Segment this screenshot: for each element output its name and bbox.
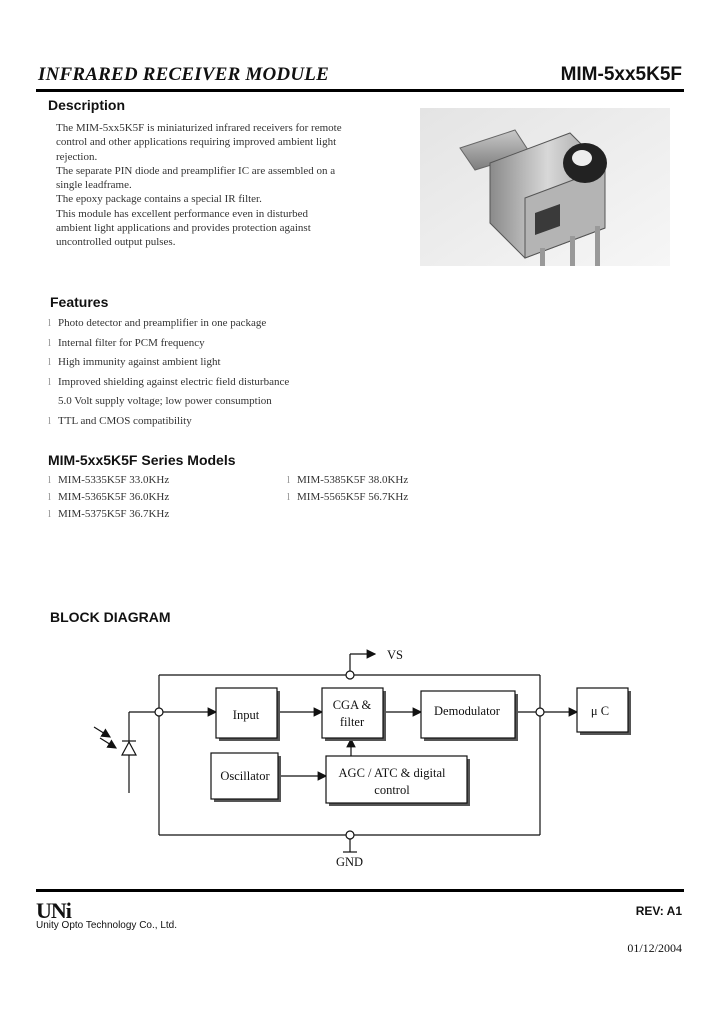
gnd-label: GND <box>336 855 364 869</box>
part-number: MIM-5xx5K5F <box>560 64 682 85</box>
cga-filter-block <box>322 688 383 738</box>
model-text: MIM-5365K5F 36.0KHz <box>58 491 170 503</box>
model-text: MIM-5385K5F 38.0KHz <box>297 474 409 486</box>
input-label: Input <box>232 708 260 722</box>
document-date: 01/12/2004 <box>627 941 682 955</box>
uc-label: μ C <box>590 704 610 718</box>
input-node <box>155 708 163 716</box>
cga-label-2: filter <box>339 715 365 729</box>
cga-label-1: CGA & <box>332 698 372 712</box>
vs-label: VS <box>387 648 403 662</box>
agc-label-1: AGC / ATC & digital <box>338 766 446 780</box>
agc-label-2: control <box>374 783 410 797</box>
photodiode-icon <box>94 727 136 755</box>
description-heading: Description <box>48 97 126 113</box>
bullet-icon: l <box>48 356 52 368</box>
revision: REV: A1 <box>635 904 682 918</box>
bullet-icon: l <box>48 474 52 486</box>
feature-text: Photo detector and preamplifier in one package <box>58 317 267 329</box>
model-text: MIM-5335K5F 33.0KHz <box>58 474 170 486</box>
bullet-icon: l <box>48 491 52 503</box>
feature-text: 5.0 Volt supply voltage; low power consumption <box>58 395 272 407</box>
company-name: Unity Opto Technology Co., Ltd. <box>36 920 178 931</box>
company-logo: UNi <box>36 898 71 923</box>
feature-text: High immunity against ambient light <box>58 356 221 368</box>
bullet-icon: l <box>48 508 52 520</box>
bullet-icon: l <box>48 317 52 329</box>
bullet-icon: l <box>287 474 291 486</box>
feature-text: Internal filter for PCM frequency <box>58 336 205 349</box>
block-diagram-heading: BLOCK DIAGRAM <box>50 609 171 625</box>
description-paragraph: The epoxy package contains a special IR filter. <box>56 193 262 206</box>
description-paragraph: The separate PIN diode and preamplifier IC are assembled on a single leadframe. <box>56 164 336 192</box>
vs-node <box>346 671 354 679</box>
gnd-node <box>346 831 354 839</box>
description-paragraph: This module has excellent performance even in disturbed ambient light applications and provides protection against uncontrolled output pulses. <box>56 207 311 249</box>
feature-text: Improved shielding against electric field disturbance <box>58 375 290 388</box>
demodulator-label: Demodulator <box>434 704 500 718</box>
output-node <box>536 708 544 716</box>
document-title: INFRARED RECEIVER MODULE <box>38 64 329 85</box>
footer-rule <box>36 889 684 892</box>
oscillator-label: Oscillator <box>220 769 270 783</box>
model-text: MIM-5375K5F 36.7KHz <box>58 508 170 520</box>
features-heading: Features <box>50 294 109 310</box>
feature-text: TTL and CMOS compatibility <box>58 414 192 427</box>
bullet-icon: l <box>287 491 291 503</box>
bullet-icon: l <box>48 414 52 427</box>
bullet-icon: l <box>48 336 52 349</box>
description-paragraph: The MIM-5xx5K5F is miniaturized infrared receivers for remote control and other applications requiring improved ambient light rejection. <box>56 122 342 163</box>
models-heading: MIM-5xx5K5F Series Models <box>48 452 236 468</box>
model-text: MIM-5565K5F 56.7KHz <box>297 491 409 503</box>
bullet-icon: l <box>48 375 52 388</box>
